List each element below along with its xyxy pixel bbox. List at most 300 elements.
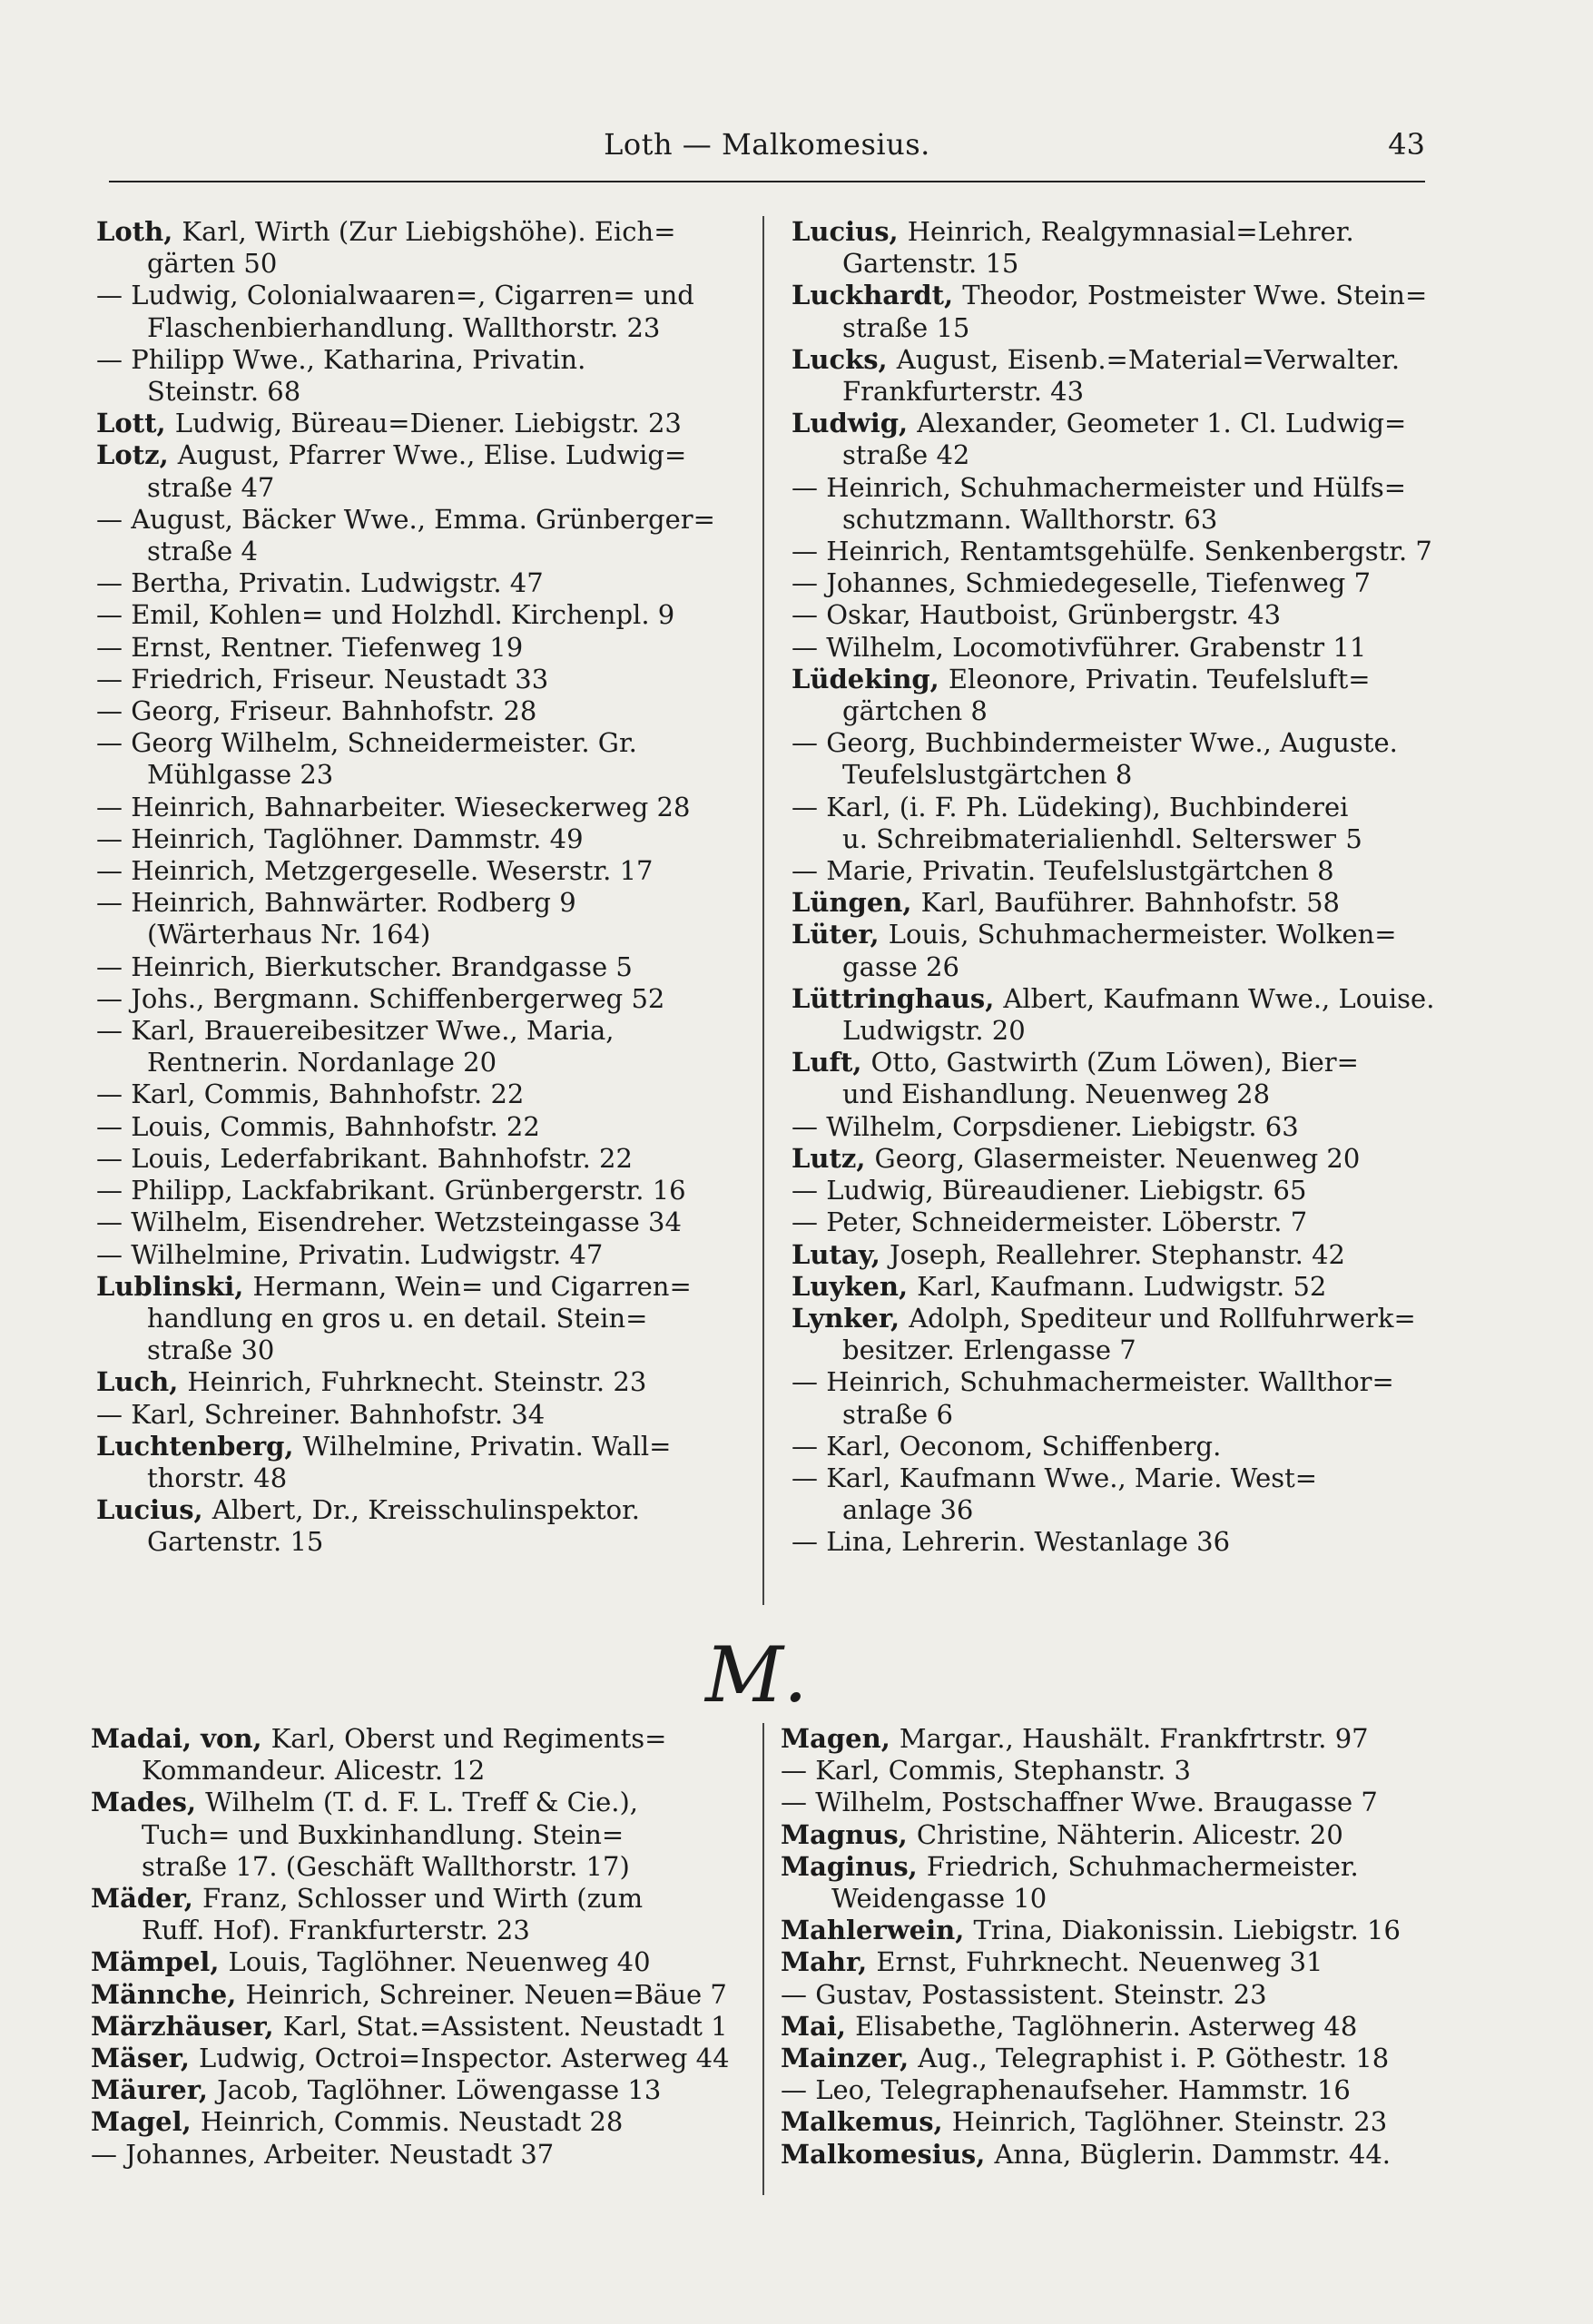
directory-entry: [96, 632, 750, 664]
entry-surname: Mahlerwein,: [781, 1915, 974, 1946]
entry-text: straße 15: [842, 311, 970, 343]
entry-text: Elisabethe, Taglöhnerin. Asterweg 48: [855, 2010, 1358, 2042]
entry-line: [781, 1723, 1425, 1755]
entry-line: [96, 695, 750, 727]
directory-entry: [781, 1723, 1425, 1755]
entry-text: — Heinrich, Bierkutscher. Brandgasse 5: [96, 950, 633, 982]
entry-line: [792, 1111, 1427, 1143]
entry-surname: Männche,: [91, 1978, 246, 2010]
entry-line: [792, 1303, 1427, 1334]
directory-entry: [781, 2139, 1425, 2171]
directory-entry: [792, 280, 1427, 343]
entry-line: [91, 2043, 744, 2074]
directory-entry: [781, 2106, 1425, 2138]
entry-line: [96, 376, 750, 408]
entry-text: — Karl, Commis, Stephanstr. 3: [781, 1755, 1191, 1787]
entry-text: Frankfurterstr. 43: [842, 376, 1085, 408]
entry-line: [96, 1143, 750, 1175]
entry-line: [792, 664, 1427, 695]
entry-line: [781, 1915, 1425, 1946]
entry-text: u. Schreibmaterialienhdl. Selterswег 5: [842, 822, 1362, 854]
entry-line: [96, 1334, 750, 1366]
entry-text: Anna, Büglerin. Dammstr. 44.: [994, 2138, 1391, 2170]
directory-entry: [96, 1015, 750, 1078]
entry-surname: Magnus,: [781, 1818, 917, 1850]
directory-entry: [792, 919, 1427, 982]
entry-surname: Lucks,: [792, 343, 897, 375]
directory-entry: [792, 632, 1427, 664]
entry-text: — Karl, Schreiner. Bahnhofstr. 34: [96, 1398, 546, 1430]
directory-entry: [792, 472, 1427, 536]
entry-line: [792, 1206, 1427, 1238]
entry-line: [792, 536, 1432, 567]
entry-text: August, Pfarrer Wwe., Elise. Ludwig=: [177, 439, 687, 471]
entry-line: [792, 1334, 1427, 1366]
header-rule: [109, 181, 1425, 182]
entry-surname: Mades,: [91, 1787, 206, 1818]
entry-line: [781, 2011, 1425, 2043]
directory-entry: [91, 1979, 744, 2011]
entry-text: — Heinrich, Taglöhner. Dammstr. 49: [96, 822, 584, 854]
directory-entry: [792, 216, 1427, 280]
directory-entry: [792, 664, 1427, 727]
entry-text: — Wilhelm, Corpsdiener. Liebigstr. 63: [792, 1110, 1299, 1142]
entry-text: thorstr. 48: [147, 1462, 288, 1493]
entry-text: — August, Bäcker Wwe., Emma. Grünberger=: [96, 503, 715, 535]
entry-surname: Ludwig,: [792, 408, 918, 439]
entry-text: Adolph, Spediteur und Rollfuhrwerk=: [909, 1302, 1416, 1334]
directory-entry: [781, 2074, 1425, 2106]
directory-entry: [96, 983, 750, 1015]
directory-entry: [781, 1915, 1425, 1946]
directory-entry: [96, 439, 750, 503]
entry-text: gärten 50: [147, 248, 278, 280]
entry-line: [792, 855, 1427, 887]
entry-line: [96, 312, 750, 344]
entry-text: — Leo, Telegraphenaufseher. Hammstr. 16: [781, 2074, 1351, 2106]
directory-entry: [792, 536, 1432, 567]
entry-text: — Lina, Lehrerin. Westanlage 36: [792, 1526, 1231, 1558]
entry-text: Karl, Stat.=Assistent. Neustadt 1: [282, 2010, 728, 2042]
directory-entry: [96, 1431, 750, 1494]
entry-text: Theodor, Postmeister Wwe. Stein=: [962, 280, 1428, 311]
entry-text: Kommandeur. Alicestr. 12: [142, 1755, 486, 1787]
directory-entry: [792, 1143, 1427, 1175]
directory-entry: [792, 727, 1427, 791]
entry-text: Heinrich, Commis. Neustadt 28: [200, 2106, 624, 2138]
entry-surname: Maginus,: [781, 1850, 927, 1882]
entry-text: Aug., Telegraphist i. P. Göthestr. 18: [918, 2043, 1390, 2074]
entry-text: — Ludwig, Büreaudiener. Liebigstr. 65: [792, 1175, 1307, 1206]
entry-line: [96, 408, 750, 439]
entry-line: [792, 951, 1427, 983]
entry-line: [96, 823, 750, 855]
entry-text: Margar., Haushält. Frankfrtrstr. 97: [899, 1723, 1369, 1754]
directory-entry: [91, 2106, 744, 2138]
entry-text: Alexander, Geometer 1. Cl. Ludwig=: [917, 408, 1407, 439]
directory-entry: [91, 2011, 744, 2043]
directory-entry: [96, 504, 750, 567]
directory-entry: [96, 1494, 750, 1558]
entry-text: — Marie, Privatin. Teufelslustgärtchen 8: [792, 855, 1334, 887]
entry-surname: Magel,: [91, 2106, 201, 2138]
entry-line: [96, 919, 750, 950]
directory-entry: [91, 2139, 744, 2171]
entry-text: Jacob, Taglöhner. Löwengasse 13: [217, 2074, 662, 2106]
directory-entry: [96, 855, 750, 887]
entry-line: [792, 472, 1427, 504]
directory-entry: [96, 567, 750, 599]
entry-surname: Lott,: [96, 408, 175, 439]
entry-text: — Wilhelm, Eisendreher. Wetzsteingasse 34: [96, 1206, 682, 1238]
entry-line: [96, 216, 750, 248]
directory-entry: [792, 855, 1427, 887]
entry-line: [792, 982, 1435, 1015]
entry-text: Louis, Schuhmachermeister. Wolken=: [888, 919, 1397, 950]
entry-line: [96, 1366, 750, 1398]
entry-line: [781, 1851, 1425, 1883]
entry-line: [96, 632, 750, 664]
directory-entry: [96, 1399, 750, 1431]
entry-surname: Lucius,: [792, 216, 908, 247]
column-divider-bottom: [762, 1723, 764, 2195]
directory-entry: [781, 2011, 1425, 2043]
entry-text: — Oskar, Hautboist, Grünbergstr. 43: [792, 599, 1282, 631]
entry-text: — Heinrich, Schuhmachermeister und Hülfs=: [792, 471, 1406, 503]
entry-text: anlage 36: [842, 1494, 974, 1526]
directory-entry: [792, 1431, 1427, 1462]
entry-text: straße 30: [147, 1334, 275, 1366]
entry-text: — Johannes, Arbeiter. Neustadt 37: [91, 2138, 555, 2170]
entry-text: Christine, Nähterin. Alicestr. 20: [916, 1818, 1343, 1850]
entry-text: — Heinrich, Bahnarbeiter. Wieseckerweg 28: [96, 791, 691, 822]
directory-entry: [96, 1143, 750, 1175]
entry-line: [792, 1462, 1427, 1494]
entry-text: Mühlgasse 23: [147, 759, 334, 791]
entry-line: [96, 1462, 750, 1494]
entry-text: Karl, Bauführer. Bahnhofstr. 58: [920, 887, 1340, 919]
page-header: [109, 127, 1425, 172]
entry-surname: Loth,: [96, 216, 182, 247]
entry-text: — Friedrich, Friseur. Neustadt 33: [96, 663, 549, 694]
entry-line: [781, 1755, 1425, 1787]
entry-text: — Ernst, Rentner. Tiefenweg 19: [96, 631, 524, 663]
directory-entry: [792, 982, 1435, 1047]
entry-surname: Luckhardt,: [792, 280, 963, 311]
entry-text: Gartenstr. 15: [842, 248, 1019, 280]
entry-text: Ruff. Hof). Frankfurterstr. 23: [142, 1915, 530, 1946]
entry-text: straße 17. (Geschäft Wallthorstr. 17): [142, 1850, 630, 1882]
entry-line: [96, 1078, 750, 1110]
column-divider-top: [762, 216, 764, 1605]
entry-line: [96, 855, 750, 887]
entry-surname: Lüdeking,: [792, 663, 949, 694]
directory-entry: [96, 951, 750, 983]
entry-text: Teufelslustgärtchen 8: [842, 759, 1133, 791]
directory-entry: [96, 1366, 750, 1398]
entry-text: — Bertha, Privatin. Ludwigstr. 47: [96, 567, 544, 599]
directory-entry: [96, 1175, 750, 1206]
entry-surname: Mahr,: [781, 1946, 877, 1978]
directory-entry: [91, 1883, 744, 1946]
directory-entry: [96, 823, 750, 855]
directory-entry: [96, 1239, 750, 1271]
entry-line: [91, 2139, 744, 2171]
entry-surname: Malkomesius,: [781, 2138, 995, 2170]
entry-line: [96, 472, 750, 504]
entry-line: [792, 312, 1427, 344]
entry-text: schutzmann. Wallthorstr. 63: [842, 503, 1218, 535]
directory-entry: [96, 1078, 750, 1110]
directory-entry: [96, 1111, 750, 1143]
directory-entry: [96, 408, 750, 439]
directory-entry: [96, 216, 750, 280]
entry-line: [792, 632, 1427, 664]
entry-line: [96, 792, 750, 823]
directory-entry: [792, 1303, 1427, 1366]
entry-surname: Mämpel,: [91, 1946, 229, 1978]
entry-text: — Heinrich, Metzgergeselle. Weserstr. 17: [96, 855, 654, 887]
directory-entry: [91, 2074, 744, 2106]
entry-text: Wilhelm (T. d. F. L. Treff & Cie.),: [205, 1787, 638, 1818]
entry-line: [792, 1366, 1427, 1398]
entry-line: [792, 919, 1427, 950]
page-number: 43: [1388, 127, 1425, 162]
entry-line: [792, 1431, 1427, 1462]
entry-text: Hermann, Wein= und Cigarren=: [252, 1270, 692, 1302]
directory-entry: [792, 408, 1427, 471]
entry-text: Heinrich, Realgymnasial=Lehrer.: [907, 216, 1354, 247]
entry-text: — Philipp Wwe., Katharina, Privatin.: [96, 343, 586, 375]
entry-line: [792, 727, 1427, 759]
entry-surname: Madai, von,: [91, 1723, 271, 1754]
entry-surname: Mäder,: [91, 1883, 202, 1915]
entry-line: [96, 1206, 750, 1238]
running-title: Loth — Malkomesius.: [604, 127, 930, 162]
directory-entry: [96, 887, 750, 950]
directory-entry: [91, 2043, 744, 2074]
entry-text: Rentnerin. Nordanlage 20: [147, 1047, 497, 1078]
entry-line: [96, 1175, 750, 1206]
entry-line: [91, 1979, 744, 2011]
entry-line: [781, 1946, 1425, 1978]
entry-surname: Lynker,: [792, 1302, 910, 1334]
entry-line: [96, 1015, 750, 1047]
entry-text: Karl, Oberst und Regiments=: [270, 1723, 667, 1754]
entry-line: [96, 887, 750, 919]
entry-line: [781, 2139, 1425, 2171]
entry-text: straße 4: [147, 536, 258, 567]
entry-line: [91, 1755, 744, 1787]
entry-line: [792, 408, 1427, 439]
entry-text: — Heinrich, Schuhmachermeister. Wallthor=: [792, 1366, 1394, 1398]
entry-text: — Johannes, Schmiedegeselle, Tiefenweg 7: [792, 567, 1372, 599]
entry-line: [792, 344, 1427, 376]
entry-line: [91, 2074, 744, 2106]
directory-entry: [91, 1787, 744, 1883]
entry-text: Karl, Wirth (Zur Liebigshöhe). Eich=: [182, 216, 676, 247]
entry-text: Wilhelmine, Privatin. Wall=: [302, 1430, 672, 1462]
entry-text: — Peter, Schneidermeister. Löberstr. 7: [792, 1206, 1308, 1238]
entry-text: Ernst, Fuhrknecht. Neuenweg 31: [876, 1946, 1323, 1978]
directory-entry: [792, 1206, 1427, 1238]
directory-entry: [781, 1819, 1425, 1851]
directory-entry: [792, 344, 1427, 408]
entry-text: Heinrich, Schreiner. Neuen=Bäue 7: [245, 1978, 727, 2010]
entry-text: Karl, Kaufmann. Ludwigstr. 52: [917, 1270, 1327, 1302]
directory-entry: [781, 1946, 1425, 1978]
entry-line: [96, 759, 750, 791]
entry-text: gasse 26: [842, 950, 959, 982]
entry-line: [792, 759, 1427, 791]
entry-line: [781, 1787, 1425, 1818]
directory-entry: [792, 1239, 1427, 1271]
entry-surname: Lotz,: [96, 439, 178, 471]
entry-line: [792, 567, 1427, 599]
entry-surname: Lucius,: [96, 1494, 212, 1526]
entry-line: [96, 567, 750, 599]
entry-line: [96, 504, 750, 536]
entry-surname: Märzhäuser,: [91, 2010, 283, 2042]
entry-text: — Georg Wilhelm, Schneidermeister. Gr.: [96, 727, 637, 759]
entry-text: — Wilhelm, Postschaffner Wwe. Braugasse 7: [781, 1787, 1378, 1818]
entry-surname: Mäurer,: [91, 2074, 218, 2106]
entry-line: [792, 1047, 1427, 1078]
entry-surname: Mai,: [781, 2010, 856, 2042]
entry-text: besitzer. Erlengasse 7: [842, 1334, 1136, 1366]
entry-line: [96, 951, 750, 983]
entry-line: [792, 887, 1427, 919]
directory-entry: [96, 727, 750, 791]
section-letter-heading: M.: [705, 1630, 808, 1719]
entry-surname: Luchtenberg,: [96, 1430, 303, 1462]
column-top-left: [96, 216, 750, 1559]
column-top-right: [792, 216, 1435, 1559]
entry-text: Eleonore, Privatin. Teufelsluft=: [948, 663, 1371, 694]
directory-entry: [96, 1206, 750, 1238]
entry-line: [96, 344, 750, 376]
entry-text: — Ludwig, Colonialwaaren=, Cigarren= und: [96, 280, 694, 311]
entry-text: Steinstr. 68: [147, 376, 301, 408]
directory-entry: [792, 1175, 1427, 1206]
entry-line: [792, 1078, 1427, 1110]
directory-entry: [781, 1755, 1425, 1787]
directory-entry: [781, 1851, 1425, 1915]
entry-text: Trina, Diakonissin. Liebigstr. 16: [973, 1915, 1401, 1946]
entry-line: [792, 1526, 1427, 1558]
entry-text: — Georg, Friseur. Bahnhofstr. 28: [96, 695, 537, 727]
entry-line: [91, 1946, 744, 1978]
entry-line: [96, 599, 750, 631]
entry-line: [96, 1111, 750, 1143]
entry-line: [96, 536, 750, 567]
entry-line: [792, 1015, 1427, 1047]
entry-text: — Karl, Kaufmann Wwe., Marie. West=: [792, 1462, 1318, 1493]
entry-line: [96, 983, 750, 1015]
directory-entry: [781, 1787, 1425, 1818]
entry-text: Gartenstr. 15: [147, 1526, 324, 1558]
entry-line: [792, 599, 1427, 631]
entry-text: — Gustav, Postassistent. Steinstr. 23: [781, 1978, 1267, 2010]
entry-line: [91, 2106, 744, 2138]
directory-entry: [96, 280, 750, 343]
entry-text: — Philipp, Lackfabrikant. Grünbergerstr. 16: [96, 1175, 686, 1206]
entry-text: Georg, Glasermeister. Neuenweg 20: [874, 1142, 1361, 1174]
entry-text: (Wärterhaus Nr. 164): [147, 919, 431, 950]
entry-line: [792, 439, 1427, 471]
entry-text: und Eishandlung. Neuenweg 28: [842, 1078, 1271, 1110]
entry-text: Tuch= und Buxkinhandlung. Stein=: [142, 1818, 624, 1850]
entry-text: straße 6: [842, 1398, 953, 1430]
entry-line: [792, 248, 1427, 280]
entry-line: [781, 2043, 1425, 2074]
entry-line: [792, 216, 1427, 248]
entry-text: — Karl, (i. F. Ph. Lüdeking), Buchbinderei: [792, 791, 1349, 822]
entry-surname: Lüter,: [792, 919, 889, 950]
entry-line: [96, 1047, 750, 1078]
entry-line: [96, 1431, 750, 1462]
directory-entry: [792, 1111, 1427, 1143]
entry-text: straße 42: [842, 439, 970, 471]
entry-line: [792, 1239, 1427, 1271]
entry-line: [91, 1883, 744, 1915]
entry-surname: Magen,: [781, 1723, 900, 1754]
entry-text: — Wilhelm, Locomotivführer. Grabenstr 11: [792, 631, 1367, 663]
entry-line: [96, 439, 750, 471]
directory-entry: [792, 792, 1427, 855]
directory-entry: [792, 1271, 1427, 1303]
entry-line: [792, 376, 1427, 408]
entry-line: [792, 823, 1427, 855]
entry-surname: Lüttringhaus,: [792, 982, 1004, 1014]
entry-text: — Karl, Oeconom, Schiffenberg.: [792, 1430, 1222, 1462]
entry-line: [781, 1979, 1425, 2011]
entry-line: [96, 1399, 750, 1431]
entry-line: [781, 2106, 1425, 2138]
entry-line: [91, 1787, 744, 1818]
entry-line: [781, 1883, 1425, 1915]
entry-text: Otto, Gastwirth (Zum Löwen), Bier=: [870, 1047, 1359, 1078]
entry-text: Flaschenbierhandlung. Wallthorstr. 23: [147, 311, 661, 343]
directory-entry: [96, 344, 750, 408]
entry-surname: Lublinski,: [96, 1270, 253, 1302]
entry-text: — Emil, Kohlen= und Holzhdl. Kirchenpl. 9: [96, 599, 675, 631]
entry-text: Ludwig, Octroi=Inspector. Asterweg 44: [199, 2043, 730, 2074]
entry-text: Weidengasse 10: [831, 1883, 1047, 1915]
entry-text: Albert, Dr., Kreisschulinspektor.: [211, 1494, 640, 1526]
entry-line: [792, 1143, 1427, 1175]
entry-line: [792, 695, 1427, 727]
entry-line: [91, 2011, 744, 2043]
entry-text: Louis, Taglöhner. Neuenweg 40: [228, 1946, 651, 1978]
entry-line: [96, 1239, 750, 1271]
entry-text: gärtchen 8: [842, 695, 988, 727]
entry-text: — Karl, Brauereibesitzer Wwe., Maria,: [96, 1015, 615, 1047]
entry-line: [96, 664, 750, 695]
entry-line: [91, 1851, 744, 1883]
directory-entry: [96, 599, 750, 631]
entry-line: [91, 1915, 744, 1946]
directory-entry: [792, 567, 1427, 599]
entry-line: [96, 1494, 750, 1526]
entry-text: — Johs., Bergmann. Schiffenbergerweg 52: [96, 982, 665, 1014]
directory-entry: [792, 1366, 1427, 1430]
entry-line: [91, 1819, 744, 1851]
entry-line: [781, 2074, 1425, 2106]
entry-line: [781, 1819, 1425, 1851]
column-bottom-right: [781, 1723, 1425, 2171]
directory-entry: [96, 1271, 750, 1367]
